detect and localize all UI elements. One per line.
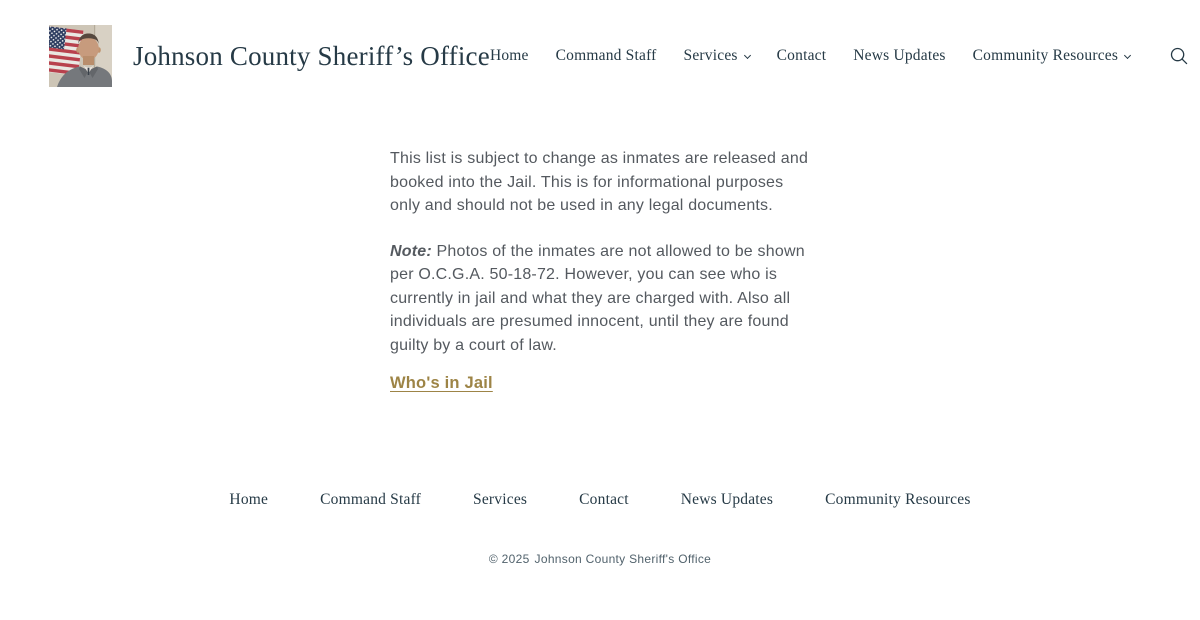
nav-item-command-staff[interactable] (556, 47, 657, 65)
site-header (0, 0, 1200, 87)
nav-item-news-updates[interactable] (853, 47, 945, 65)
site-footer (0, 393, 1200, 566)
footer-nav-command-staff[interactable]: Command Staff (320, 491, 422, 508)
header-nav (490, 44, 1191, 68)
site-title[interactable]: Johnson County Sheriff’s Office (133, 40, 490, 71)
footer-nav-community-resources[interactable]: Community Resources (825, 491, 971, 508)
nav-item-label: News Updates (853, 47, 946, 64)
search-button[interactable] (1167, 44, 1191, 68)
chevron-down-icon (744, 51, 751, 58)
note-text: Photos of the inmates are not allowed to be shown per O.C.G.A. 50-18-72. However, you can see who is currently in jail and what they are charged with. Also all individuals are presumed innocent, until they are found guilty by a court of law. (390, 242, 805, 354)
footer-nav (0, 491, 1200, 509)
footer-nav-news-updates[interactable]: News Updates (680, 491, 774, 508)
nav-item-label: Contact (776, 47, 827, 64)
footer-nav-home[interactable]: Home (229, 491, 269, 508)
nav-item-community-resources[interactable] (973, 47, 1130, 65)
search-icon (1169, 46, 1189, 66)
footer-nav-contact[interactable]: Contact (579, 491, 629, 508)
footer-nav-services[interactable]: Services (473, 491, 528, 508)
copyright-name: Johnson County Sheriff's Office (534, 552, 712, 566)
copyright (0, 552, 1200, 566)
note-label: Note: (390, 242, 432, 260)
whos-in-jail-link[interactable]: Who's in Jail (390, 374, 493, 392)
link-paragraph (390, 374, 810, 393)
main-content (390, 87, 810, 393)
chevron-down-icon (1124, 51, 1131, 58)
site-brand[interactable] (49, 25, 490, 87)
copyright-year: © 2025 (488, 552, 530, 566)
sheriff-portrait-logo[interactable] (49, 25, 112, 87)
nav-item-label: Services (683, 47, 738, 64)
nav-item-label: Command Staff (555, 47, 657, 64)
disclaimer-paragraph: This list is subject to change as inmates are released and booked into the Jail. This is for informational purposes only and should not be used in any legal documents. (390, 150, 809, 214)
nav-item-contact[interactable] (777, 47, 827, 65)
note-paragraph (390, 240, 810, 358)
nav-item-services[interactable] (684, 47, 750, 65)
sheriff-portrait-image (49, 25, 112, 87)
nav-item-home[interactable] (490, 47, 529, 65)
nav-item-label: Home (489, 47, 529, 64)
nav-item-label: Community Resources (972, 47, 1119, 64)
